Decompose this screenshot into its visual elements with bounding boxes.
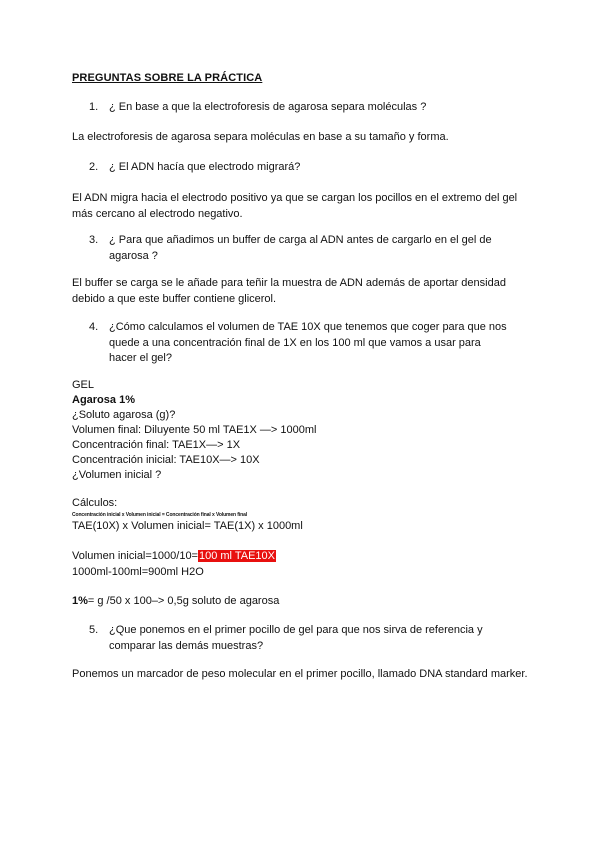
formula-small: Concentración inicial x Volumen inicial = Concentración final x Volumen final <box>72 512 248 518</box>
question-3 <box>89 233 509 264</box>
formula: TAE(10X) x Volumen inicial= TAE(1X) x 1000ml <box>72 520 303 532</box>
agarose-percent: 1% <box>72 595 88 607</box>
question-number: 2. <box>89 161 99 173</box>
question-2 <box>89 160 509 176</box>
question-number: 5. <box>89 624 99 636</box>
answer-2: El ADN migra hacia el electrodo positivo ya que se cargan los pocillos en el extremo del gel más cercano al electrodo negativo. <box>72 192 518 220</box>
question-text: ¿ El ADN hacía que electrodo migrará? <box>109 161 301 173</box>
question-text: ¿Que ponemos en el primer pocillo de gel para que nos sirva de referencia y comparar las demás muestras? <box>109 624 483 652</box>
calculos-heading: Cálculos: <box>72 497 118 509</box>
gel-heading: GEL <box>72 379 95 391</box>
result-line <box>72 549 276 564</box>
water-line: 1000ml-100ml=900ml H2O <box>72 566 204 578</box>
answer-1: La electroforesis de agarosa separa moléculas en base a su tamaño y forma. <box>72 131 449 143</box>
answer-3: El buffer se carga se le añade para teñir la muestra de ADN además de aportar densidad debido a que este buffer contiene glicerol. <box>72 277 506 305</box>
result-prefix: Volumen inicial=1000/10= <box>72 550 198 562</box>
question-text: ¿Cómo calculamos el volumen de TAE 10X que tenemos que coger para que nos quede a una concentración final de 1X en los 100 ml que vamos a usar para hacer el gel? <box>109 321 507 364</box>
question-text: ¿ Para que añadimos un buffer de carga al ADN antes de cargarlo en el gel de agarosa ? <box>109 234 492 262</box>
question-text: ¿ En base a que la electroforesis de agarosa separa moléculas ? <box>109 101 427 113</box>
result-highlight: 100 ml TAE10X <box>198 550 276 562</box>
question-number: 3. <box>89 234 99 246</box>
page-title: PREGUNTAS SOBRE LA PRÁCTICA <box>72 72 263 84</box>
gel-concentracion-final: Concentración final: TAE1X—> 1X <box>72 439 241 451</box>
gel-volumen-final: Volumen final: Diluyente 50 ml TAE1X —> 1000ml <box>72 424 317 436</box>
gel-agarosa: Agarosa 1% <box>72 394 135 406</box>
question-number: 4. <box>89 321 99 333</box>
question-number: 1. <box>89 101 99 113</box>
agarose-calc-rest: = g /50 x 100–> 0,5g soluto de agarosa <box>87 595 280 607</box>
gel-soluto: ¿Soluto agarosa (g)? <box>72 409 176 421</box>
question-1 <box>89 100 509 116</box>
agarose-calc-line <box>72 594 279 609</box>
question-5 <box>89 623 509 654</box>
answer-5: Ponemos un marcador de peso molecular en el primer pocillo, llamado DNA standard marker. <box>72 668 528 680</box>
gel-concentracion-inicial: Concentración inicial: TAE10X—> 10X <box>72 454 260 466</box>
gel-volumen-inicial-question: ¿Volumen inicial ? <box>72 469 162 481</box>
question-4 <box>89 320 509 367</box>
